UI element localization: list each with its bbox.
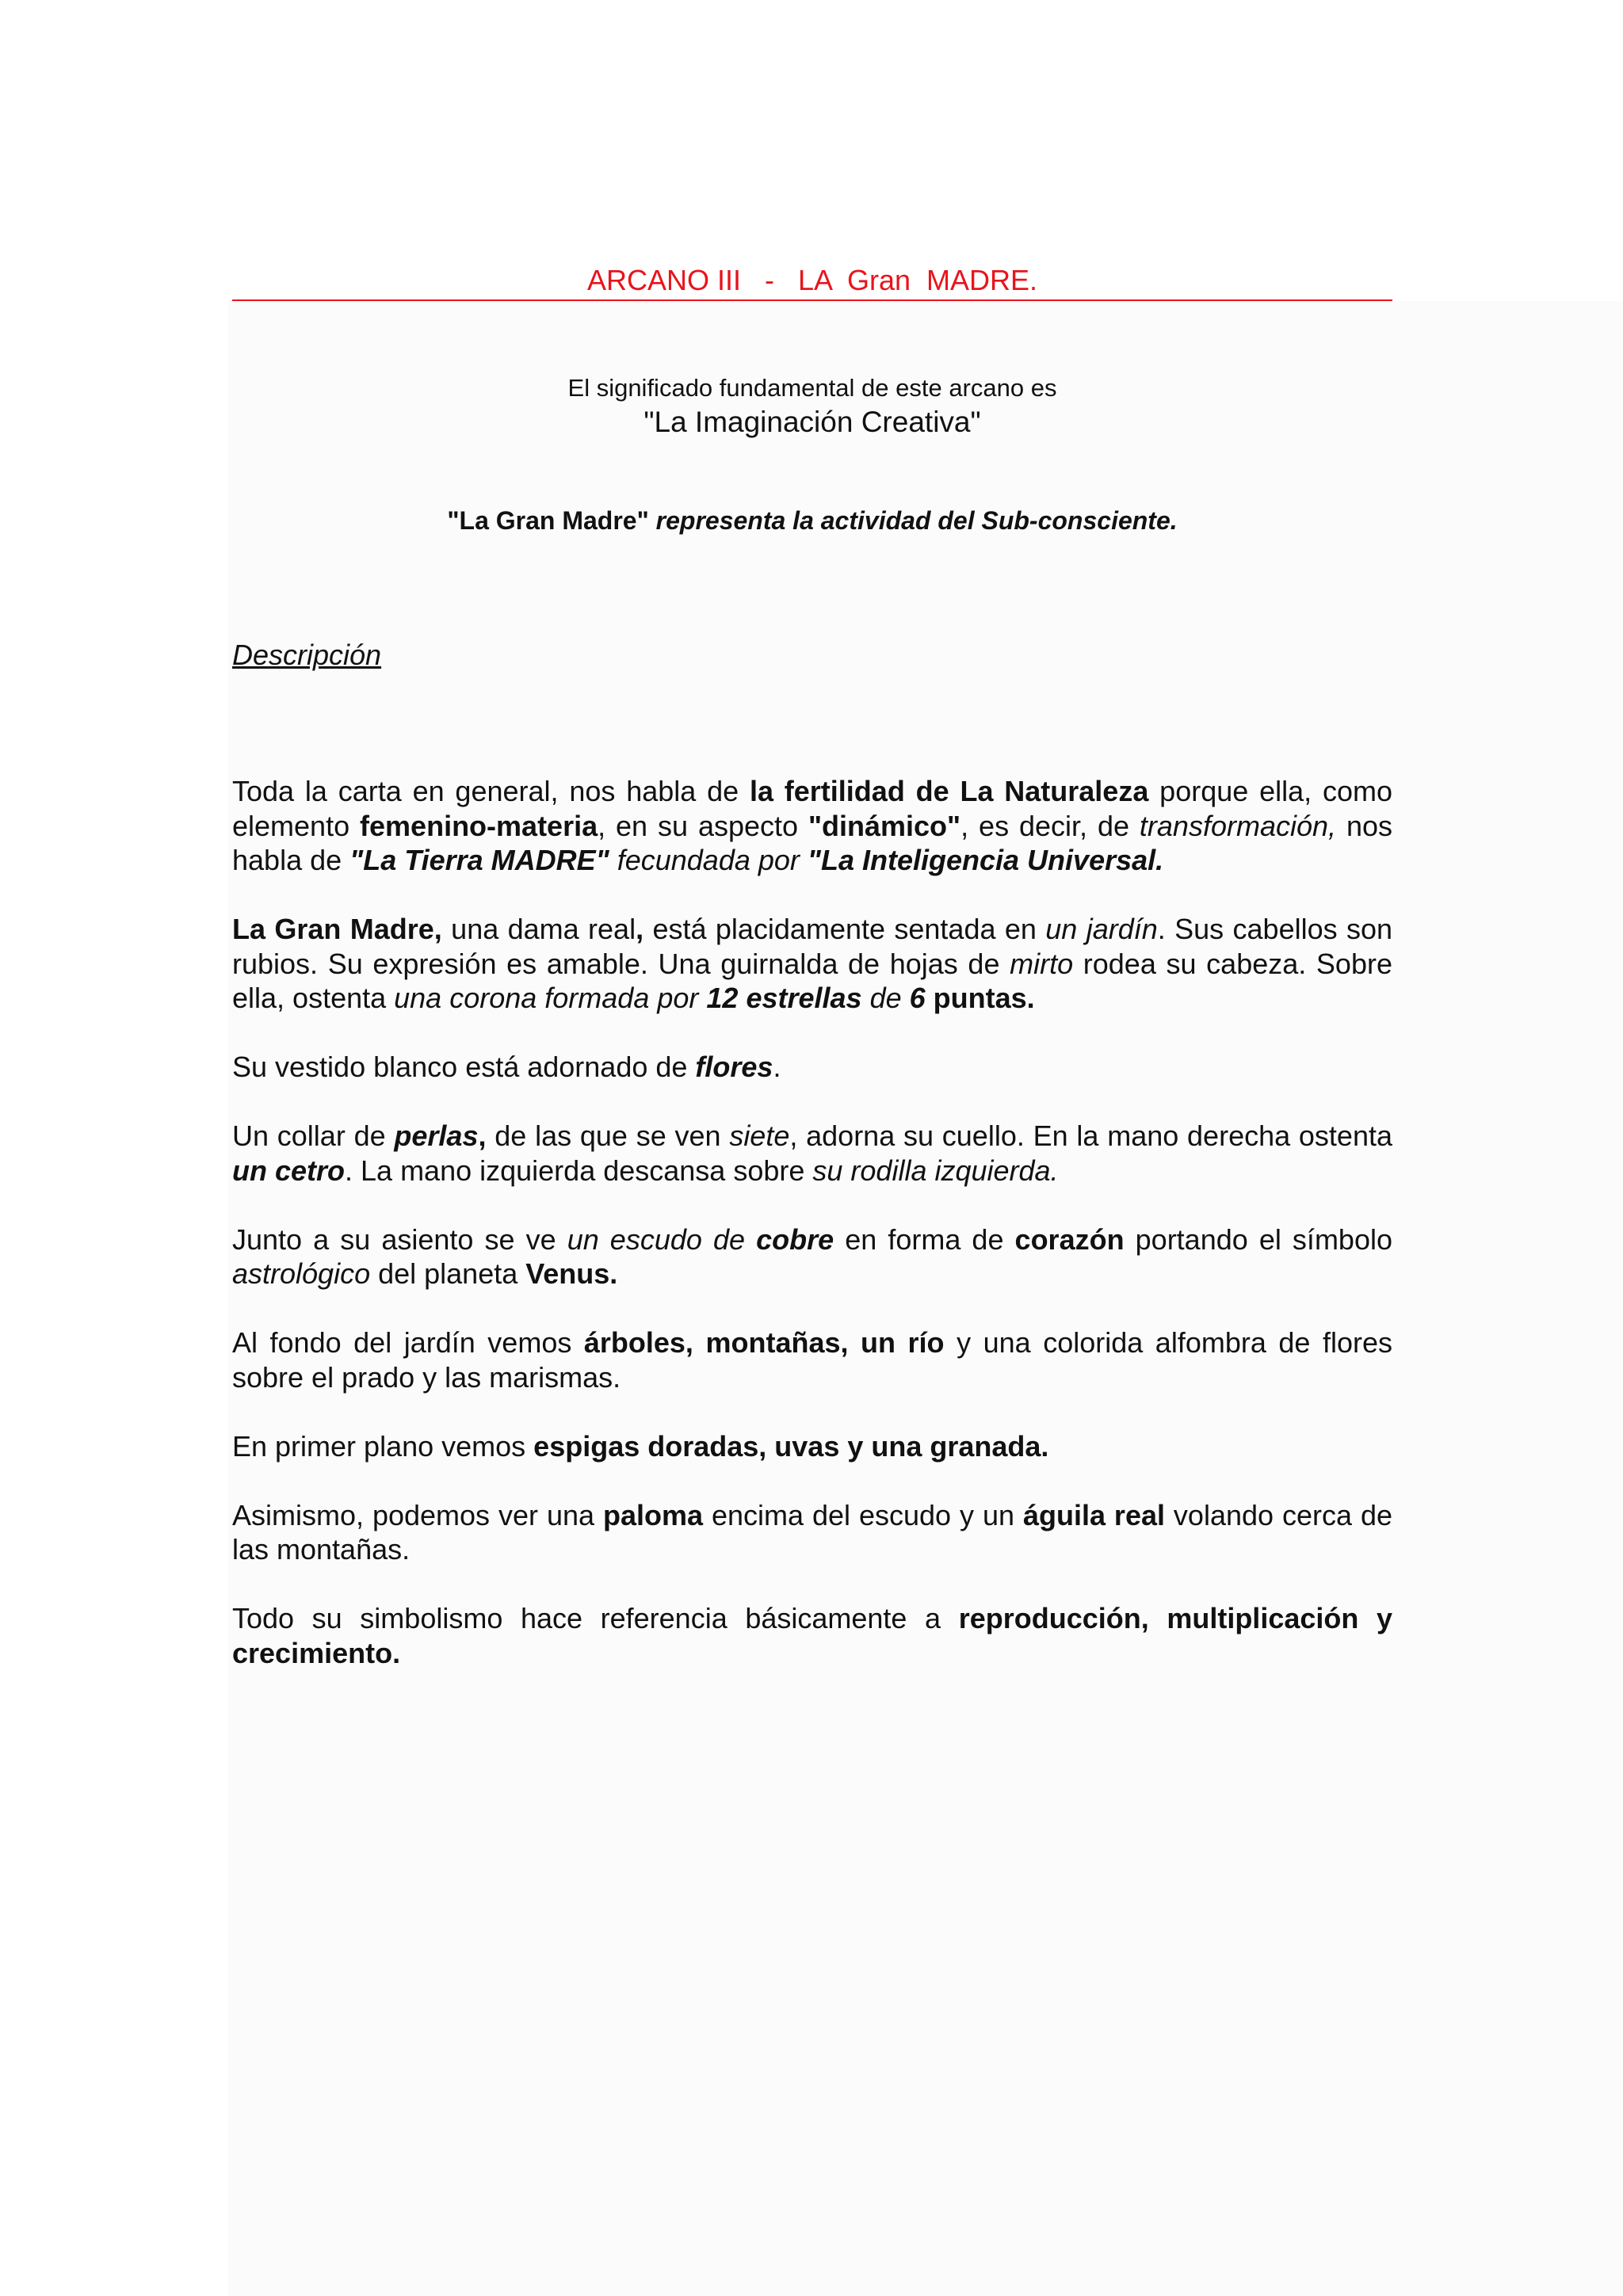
text-run: está placidamente sentada en xyxy=(643,913,1046,945)
text-run: corazón xyxy=(1014,1222,1125,1256)
text-run: de las que se ven xyxy=(486,1119,730,1152)
text-run: , xyxy=(636,913,644,945)
intro-line: El significado fundamental de este arcano es xyxy=(567,374,1057,402)
text-run: árboles, montañas, un río xyxy=(583,1326,945,1359)
text-run: . Sus cabellos son rubios. Su expresión es amable. Una guirnalda de hojas de xyxy=(232,913,1393,980)
text-run: Toda la carta en general, nos habla de xyxy=(232,775,750,807)
text-run: rodea su cabeza. Sobre ella, ostenta xyxy=(232,947,1392,1014)
text-run: la fertilidad de La Naturaleza xyxy=(749,775,1149,807)
text-run: perlas xyxy=(394,1119,479,1152)
text-run: Al fondo del jardín vemos xyxy=(232,1326,584,1359)
title-underline xyxy=(232,299,1392,301)
description-paragraph xyxy=(232,1222,1392,1291)
text-run: mirto xyxy=(1010,947,1074,980)
text-run: porque ella, como elemento xyxy=(232,775,1392,842)
text-run xyxy=(698,982,706,1014)
page-title: ARCANO III - LA Gran MADRE. xyxy=(586,264,1038,296)
statement-subject: "La Gran Madre" xyxy=(447,506,649,535)
text-run: un escudo de xyxy=(567,1222,746,1256)
text-run: una dama real xyxy=(441,913,636,945)
text-run: águila real xyxy=(1022,1498,1165,1531)
text-run xyxy=(902,982,910,1014)
text-run: , en su aspecto xyxy=(598,809,808,842)
text-run: astrológico xyxy=(232,1257,371,1290)
description-paragraph xyxy=(232,1325,1392,1394)
text-run: Venus. xyxy=(525,1257,618,1290)
text-run: "dinámico" xyxy=(808,809,961,842)
text-run: volando cerca de las montañas. xyxy=(232,1498,1393,1566)
text-run: "La Inteligencia Universal. xyxy=(807,844,1164,876)
main-theme-quote: "La Imaginación Creativa" xyxy=(643,406,981,438)
description-paragraph xyxy=(232,1119,1392,1188)
text-run: Un collar de xyxy=(232,1119,395,1152)
description-paragraph xyxy=(232,1498,1392,1567)
text-run: femenino-materia xyxy=(360,809,598,842)
text-run: Su vestido blanco está adornado de xyxy=(232,1051,696,1083)
text-run: La Gran Madre, xyxy=(232,913,442,945)
text-run: Junto a su asiento se ve xyxy=(232,1222,567,1256)
text-run: flores xyxy=(695,1051,773,1083)
text-run: , adorna su cuello. En la mano derecha ostenta xyxy=(789,1119,1392,1152)
text-run: "La Tierra MADRE" xyxy=(349,844,609,876)
description-body xyxy=(232,774,1392,1705)
text-run: encima del escudo y un xyxy=(703,1498,1023,1531)
text-run: portando el símbolo xyxy=(1124,1222,1392,1256)
text-run: un jardín xyxy=(1045,913,1158,945)
text-run: , xyxy=(478,1119,487,1152)
text-run xyxy=(800,844,808,876)
description-paragraph xyxy=(232,1050,1392,1085)
text-run: transformación, xyxy=(1139,809,1337,842)
description-paragraph xyxy=(232,1429,1392,1464)
text-run: paloma xyxy=(602,1498,704,1531)
statement-predicate: representa la actividad del Sub-consciente. xyxy=(648,506,1178,535)
text-run: 12 estrellas xyxy=(706,982,862,1014)
text-run: Todo su simbolismo hace referencia básicamente a xyxy=(232,1602,959,1634)
text-run xyxy=(862,982,870,1014)
text-run: siete xyxy=(729,1119,790,1152)
text-run: Asimismo, podemos ver una xyxy=(232,1498,603,1531)
text-run: su rodilla izquierda. xyxy=(812,1154,1059,1187)
text-run: y una colorida alfombra de flores sobre el prado y las marismas. xyxy=(232,1326,1392,1394)
text-run: 6 xyxy=(909,982,926,1014)
text-run: fecundada por xyxy=(617,844,800,876)
text-run xyxy=(609,844,617,876)
text-run: En primer plano vemos xyxy=(232,1429,534,1463)
text-run: una corona formada por xyxy=(394,982,699,1014)
text-run: en forma de xyxy=(834,1222,1015,1256)
text-run: . xyxy=(773,1051,781,1083)
text-run xyxy=(745,1223,756,1256)
text-run: reproducción, multiplicación y crecimiento. xyxy=(232,1602,1392,1669)
text-run: , es decir, de xyxy=(960,809,1140,842)
description-paragraph xyxy=(232,912,1392,1016)
text-run: puntas. xyxy=(925,982,1035,1014)
text-run: . La mano izquierda descansa sobre xyxy=(345,1154,813,1187)
text-run: espigas doradas, uvas y una granada. xyxy=(533,1429,1049,1463)
description-paragraph xyxy=(232,1601,1392,1670)
key-statement xyxy=(232,502,1392,539)
text-run: nos habla de xyxy=(232,809,1392,876)
text-run: del planeta xyxy=(370,1257,526,1290)
text-run: cobre xyxy=(756,1222,834,1256)
description-paragraph xyxy=(232,774,1392,878)
section-heading: Descripción xyxy=(232,639,382,671)
text-run: un cetro xyxy=(232,1154,346,1187)
text-run: de xyxy=(869,982,902,1014)
